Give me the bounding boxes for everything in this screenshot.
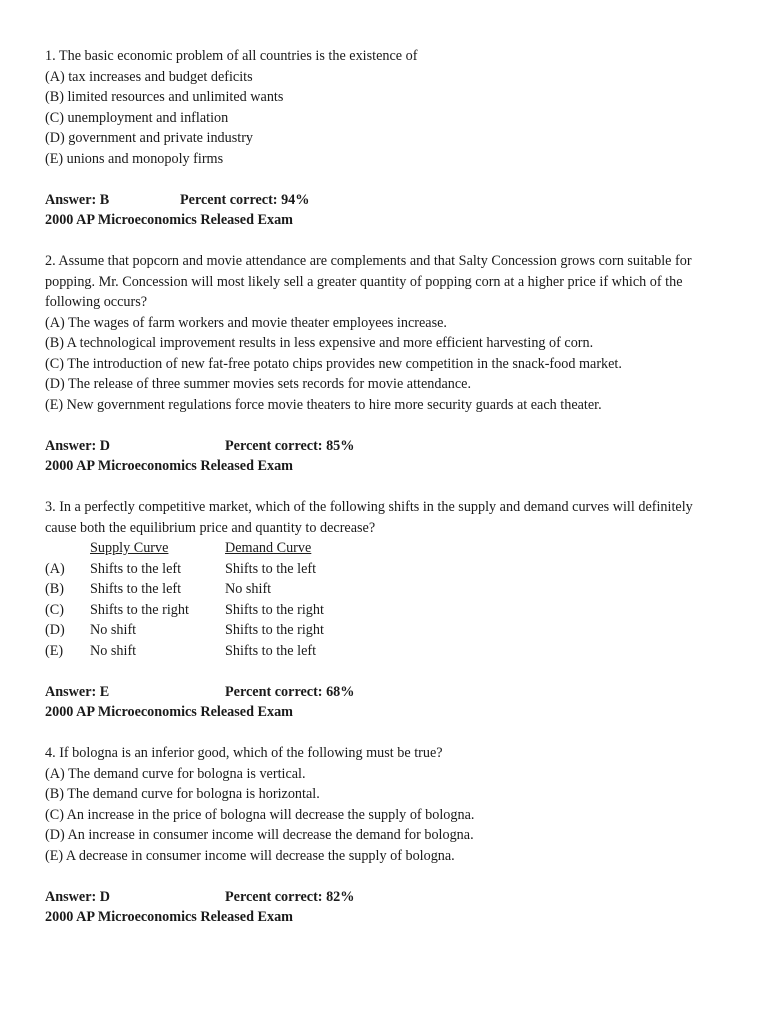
table-row (45, 641, 725, 662)
table-row (45, 600, 725, 621)
option-letter: (E) (45, 642, 64, 659)
question-2 (45, 251, 725, 477)
table-header (45, 538, 725, 559)
option-letter: (B) (45, 581, 64, 597)
option-c: (C) The introduction of new fat-free potato chips provides new competition in the snack-food market. (45, 355, 622, 372)
question-4 (45, 743, 725, 928)
demand-shift: No shift (225, 581, 272, 597)
question-stem: 4. If bologna is an inferior good, which of the following must be true? (45, 745, 443, 761)
table-row (45, 559, 725, 580)
option-c: (C) unemployment and inflation (45, 109, 229, 126)
option-letter: (C) (45, 601, 64, 618)
answer-label: Answer: D (45, 888, 111, 905)
option-a: (A) The wages of farm workers and movie theater employees increase. (45, 314, 447, 331)
option-a: (A) The demand curve for bologna is vertical. (45, 765, 306, 782)
supply-shift: Shifts to the left (90, 581, 182, 597)
option-letter: (D) (45, 622, 65, 638)
exam-source: 2000 AP Microeconomics Released Exam (45, 212, 293, 228)
question-stem: 3. In a perfectly competitive market, which of the following shifts in the supply and demand curves will definitely cause both the equilibrium price and quantity to decrease? (45, 499, 693, 536)
answer-row (45, 887, 725, 908)
answer-label: Answer: B (45, 191, 110, 208)
exam-source: 2000 AP Microeconomics Released Exam (45, 704, 293, 720)
option-e: (E) A decrease in consumer income will decrease the supply of bologna. (45, 847, 455, 864)
supply-curve-header: Supply Curve (90, 540, 169, 556)
option-e: (E) unions and monopoly firms (45, 150, 224, 167)
demand-shift: Shifts to the right (225, 622, 324, 638)
answer-row (45, 436, 725, 457)
supply-shift: No shift (90, 642, 137, 659)
question-3 (45, 497, 725, 723)
question-stem: 2. Assume that popcorn and movie attendance are complements and that Salty Concession grows corn suitable for popping. Mr. Concession will most likely sell a greater quantity of popping corn at a higher price if which of the following occurs? (45, 253, 692, 310)
question-stem: 1. The basic economic problem of all countries is the existence of (45, 48, 418, 64)
option-c: (C) An increase in the price of bologna will decrease the supply of bologna. (45, 806, 475, 823)
exam-source: 2000 AP Microeconomics Released Exam (45, 458, 293, 474)
percent-correct: Percent correct: 94% (180, 191, 310, 208)
answer-label: Answer: E (45, 683, 110, 700)
percent-correct: Percent correct: 68% (225, 683, 355, 700)
supply-shift: Shifts to the left (90, 560, 182, 577)
option-b: (B) limited resources and unlimited wants (45, 89, 284, 105)
option-e: (E) New government regulations force movie theaters to hire more security guards at each theater. (45, 396, 602, 413)
option-b: (B) A technological improvement results in less expensive and more efficient harvesting of corn. (45, 335, 594, 351)
exam-source: 2000 AP Microeconomics Released Exam (45, 909, 293, 925)
answer-row (45, 682, 725, 703)
option-b: (B) The demand curve for bologna is horizontal. (45, 786, 320, 802)
supply-shift: No shift (90, 622, 137, 638)
percent-correct: Percent correct: 85% (225, 437, 355, 454)
document-page (45, 46, 725, 928)
answer-label: Answer: D (45, 437, 111, 454)
percent-correct: Percent correct: 82% (225, 888, 355, 905)
table-row (45, 620, 725, 641)
option-d: (D) government and private industry (45, 130, 254, 146)
option-d: (D) The release of three summer movies sets records for movie attendance. (45, 376, 471, 392)
option-a: (A) tax increases and budget deficits (45, 68, 253, 85)
table-row (45, 579, 725, 600)
demand-shift: Shifts to the left (225, 642, 317, 659)
supply-shift: Shifts to the right (90, 601, 189, 618)
demand-shift: Shifts to the right (225, 601, 324, 618)
demand-shift: Shifts to the left (225, 560, 317, 577)
question-1 (45, 46, 725, 231)
option-letter: (A) (45, 560, 65, 577)
option-d: (D) An increase in consumer income will decrease the demand for bologna. (45, 827, 474, 843)
answer-row (45, 190, 725, 211)
demand-curve-header: Demand Curve (225, 540, 312, 556)
